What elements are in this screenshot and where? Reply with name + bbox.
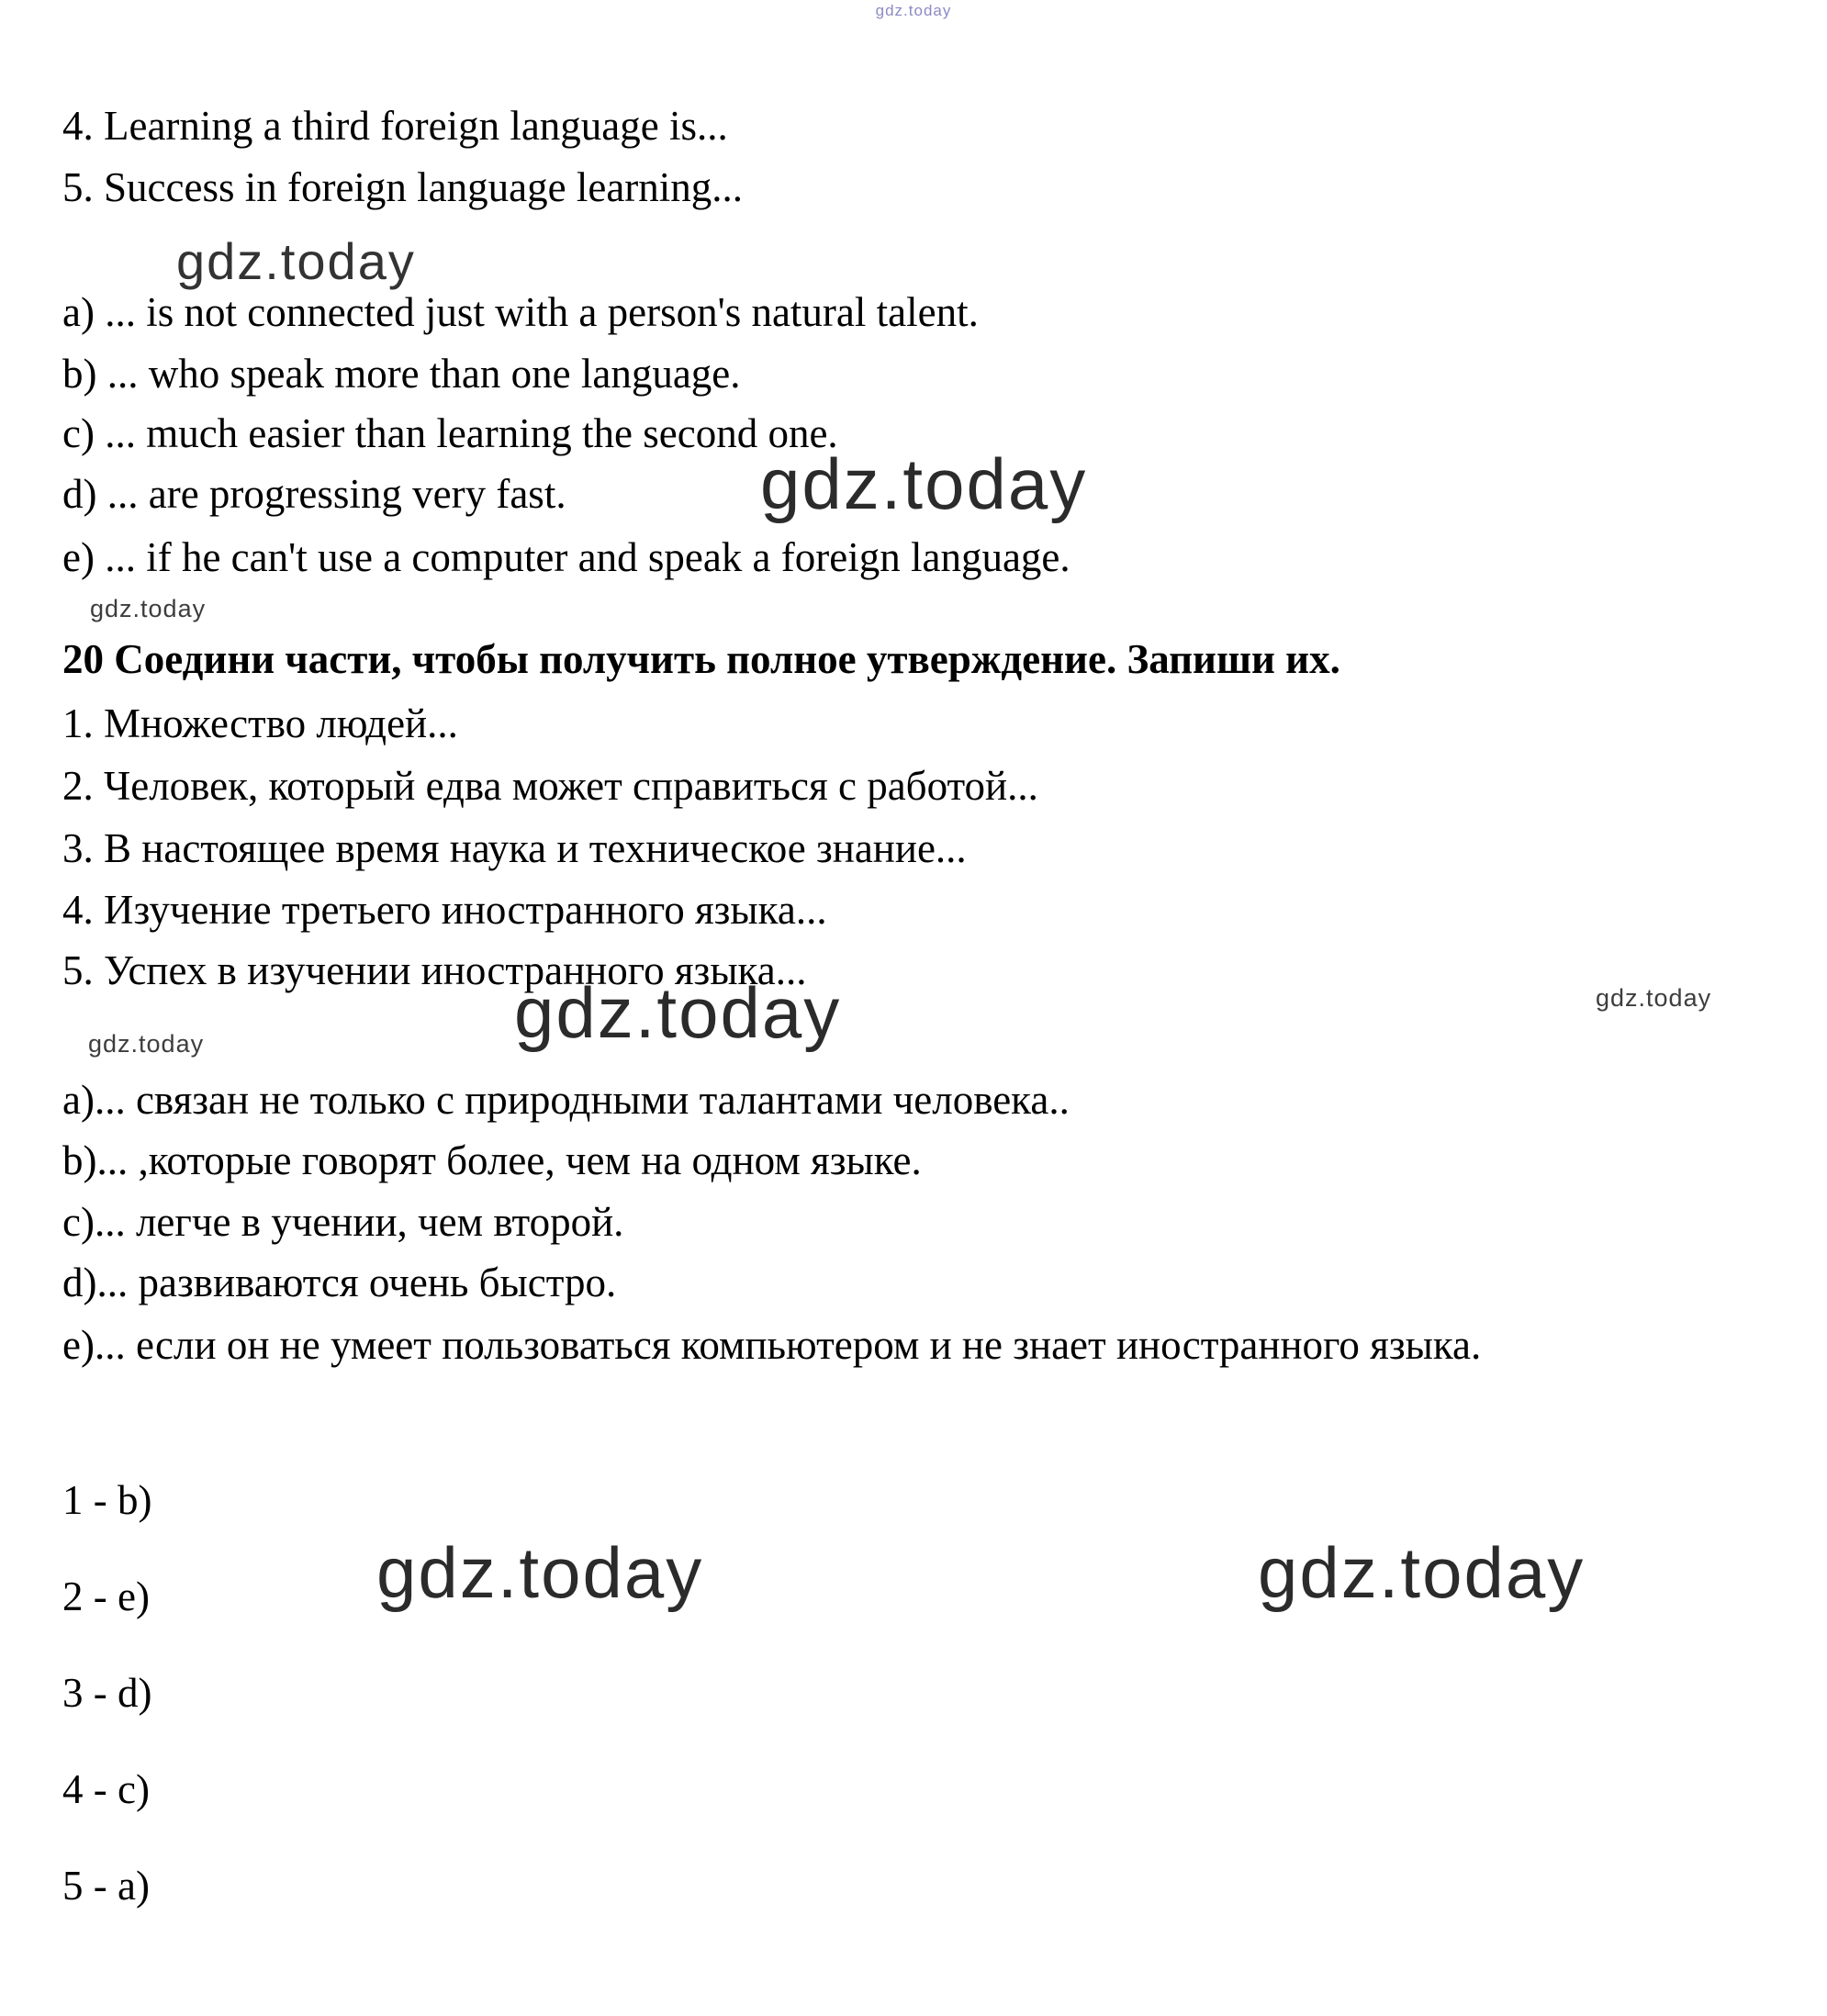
- russian-option-b: b)... ,которые говорят более, чем на одном языке.: [62, 1137, 922, 1183]
- watermark-gdz-today: gdz.today: [760, 443, 1088, 524]
- watermark-gdz-today: gdz.today: [1596, 984, 1712, 1012]
- russian-statement-1: 1. Множество людей...: [62, 700, 458, 746]
- russian-statement-5: 5. Успех в изучении иностранного языка...: [62, 947, 807, 993]
- watermark-gdz-today: gdz.today: [376, 1532, 704, 1613]
- russian-statement-2: 2. Человек, который едва может справиться с работой...: [62, 763, 1038, 809]
- english-statement-5: 5. Success in foreign language learning...: [62, 164, 744, 210]
- watermark-top-link[interactable]: gdz.today: [875, 2, 952, 19]
- english-statement-4: 4. Learning a third foreign language is...: [62, 103, 728, 149]
- task-heading: 20 Соедини части, чтобы получить полное утверждение. Запиши их.: [62, 636, 1340, 682]
- english-option-e: e) ... if he can't use a computer and speak a foreign language.: [62, 534, 1070, 580]
- answer-5: 5 - a): [62, 1863, 150, 1909]
- english-option-c: c) ... much easier than learning the second one.: [62, 410, 838, 456]
- russian-option-d: d)... развиваются очень быстро.: [62, 1260, 617, 1305]
- watermark-gdz-today: gdz.today: [1258, 1532, 1586, 1613]
- watermark-gdz-today: gdz.today: [88, 1030, 205, 1058]
- watermark-gdz-today: gdz.today: [90, 595, 207, 622]
- answer-1: 1 - b): [62, 1477, 152, 1523]
- answer-4: 4 - c): [62, 1766, 150, 1812]
- russian-statement-4: 4. Изучение третьего иностранного языка...: [62, 887, 827, 933]
- russian-option-e: e)... если он не умеет пользоваться компьютером и не знает иностранного языка.: [62, 1322, 1482, 1368]
- answer-3: 3 - d): [62, 1670, 152, 1716]
- russian-option-c: c)... легче в учении, чем второй.: [62, 1199, 624, 1245]
- english-option-d: d) ... are progressing very fast.: [62, 471, 566, 517]
- english-option-b: b) ... who speak more than one language.: [62, 351, 741, 397]
- watermark-gdz-today: gdz.today: [176, 232, 416, 290]
- russian-statement-3: 3. В настоящее время наука и техническое знание...: [62, 825, 967, 871]
- watermark-gdz-today: gdz.today: [514, 972, 842, 1053]
- russian-option-a: a)... связан не только с природными талантами человека..: [62, 1077, 1070, 1123]
- english-option-a: a) ... is not connected just with a person's natural talent.: [62, 289, 979, 335]
- answer-2: 2 - e): [62, 1574, 150, 1619]
